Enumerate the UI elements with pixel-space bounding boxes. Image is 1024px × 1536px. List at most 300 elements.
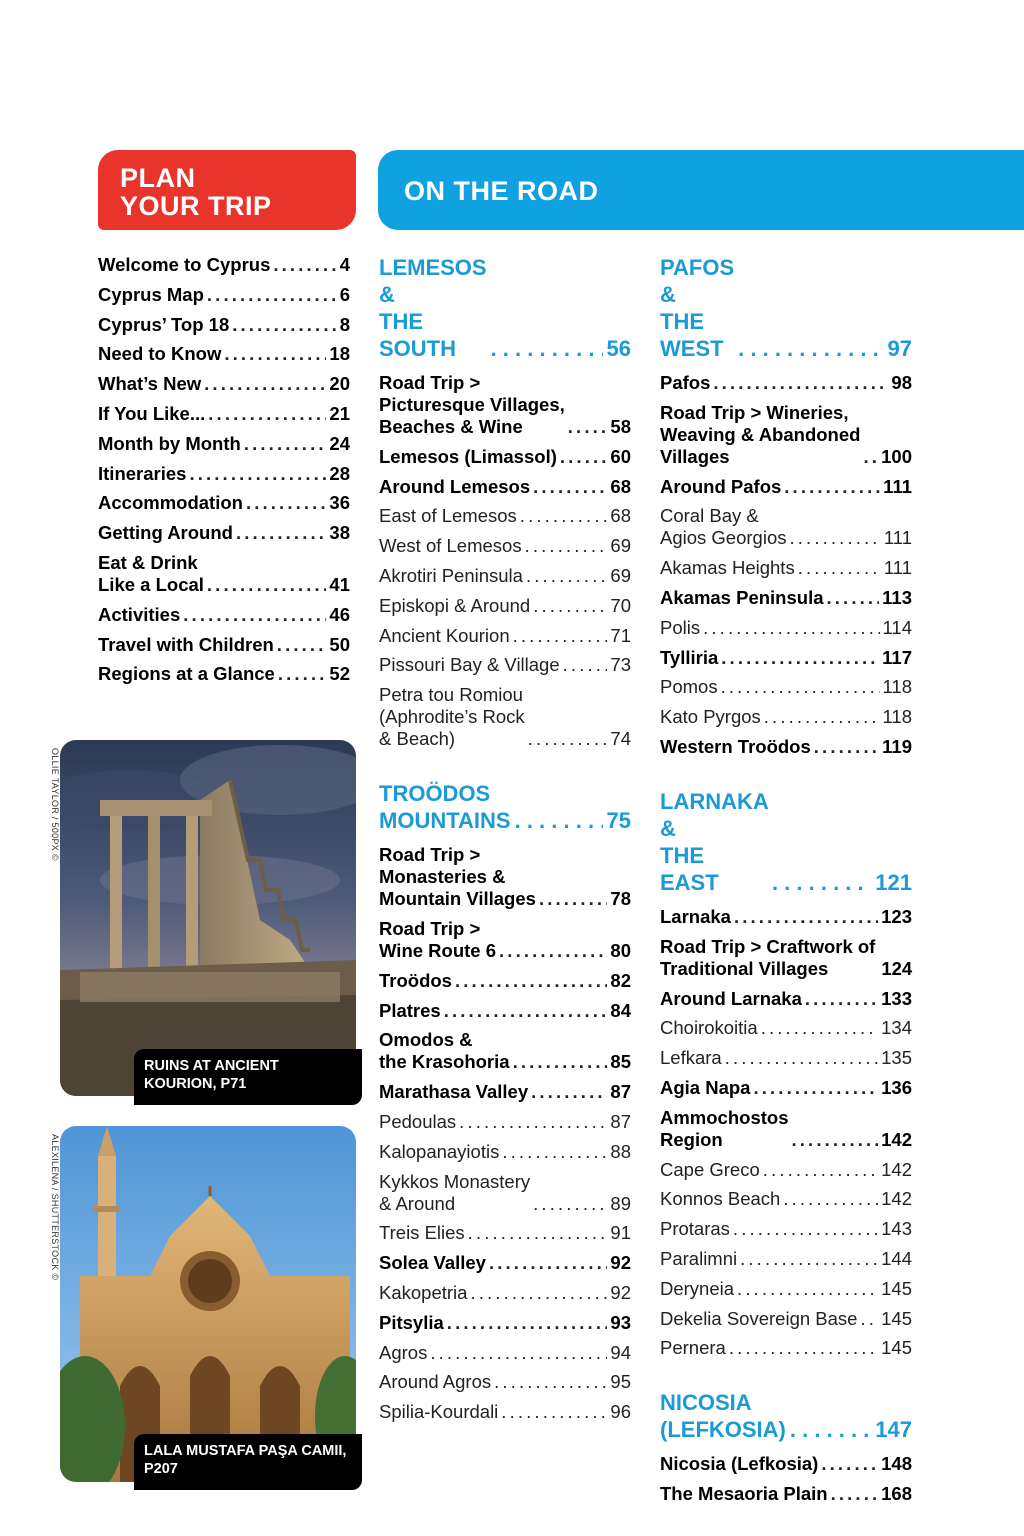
toc-entry-page: 96 xyxy=(610,1401,631,1423)
toc-entry-title: Around Larnaka xyxy=(660,987,802,1009)
toc-entry-title: Road Trip > Wineries, Weaving & Abandoned Villages xyxy=(660,401,861,467)
toc-entry-page: 74 xyxy=(610,728,631,750)
toc-entry-page: 73 xyxy=(610,654,631,676)
toc-entry[interactable] xyxy=(379,1222,631,1244)
toc-entry-page: 145 xyxy=(881,1277,912,1299)
toc-leader-dots xyxy=(713,372,888,394)
toc-leader-dots xyxy=(831,1483,879,1505)
toc-leader-dots xyxy=(753,1077,878,1099)
road-column-right xyxy=(660,254,912,1535)
toc-entry-page: 87 xyxy=(610,1110,631,1132)
toc-entry-page: 71 xyxy=(610,624,631,646)
toc-leader-dots xyxy=(703,617,879,639)
toc-entry[interactable] xyxy=(379,1081,631,1103)
toc-entry-title: West of Lemesos xyxy=(379,535,522,557)
toc-leader-dots xyxy=(224,343,326,365)
toc-entry[interactable] xyxy=(379,1401,631,1423)
region-heading[interactable] xyxy=(660,788,912,896)
toc-entry[interactable] xyxy=(379,1252,631,1274)
region-heading[interactable] xyxy=(379,780,631,834)
toc-entry-page: 85 xyxy=(610,1051,631,1073)
toc-entry-title: Protaras xyxy=(660,1218,730,1240)
toc-entry-page: 134 xyxy=(881,1017,912,1039)
toc-entry[interactable] xyxy=(660,676,912,698)
region-heading[interactable] xyxy=(379,254,631,362)
toc-entry-page: 84 xyxy=(610,999,631,1021)
toc-leader-dots xyxy=(207,284,337,306)
toc-entry[interactable] xyxy=(98,433,350,455)
toc-entry-title: Activities xyxy=(98,603,181,625)
toc-entry-page: 92 xyxy=(610,1281,631,1303)
photo-credit-1: OLLIE TAYLOR / 500PX © xyxy=(50,748,60,861)
toc-leader-dots xyxy=(733,1218,878,1240)
region-heading-title: LARNAKA & THE EAST xyxy=(660,788,768,895)
region-heading-page: 147 xyxy=(875,1417,912,1443)
toc-leader-dots xyxy=(232,314,336,336)
region-leader-dots xyxy=(738,335,883,362)
toc-leader-dots xyxy=(761,1017,878,1039)
plan-header-line2: YOUR TRIP xyxy=(120,191,272,221)
toc-leader-dots xyxy=(204,373,326,395)
toc-entry-page: 70 xyxy=(610,594,631,616)
toc-entry-page: 20 xyxy=(329,373,350,395)
toc-entry[interactable] xyxy=(379,1141,631,1163)
toc-entry[interactable] xyxy=(660,505,912,549)
toc-entry-title: Konnos Beach xyxy=(660,1188,781,1210)
toc-entry-title: Around Pafos xyxy=(660,475,782,497)
toc-entry[interactable] xyxy=(660,736,912,758)
toc-entry[interactable] xyxy=(379,654,631,676)
toc-entry-title: Tylliria xyxy=(660,646,719,668)
toc-entry-page: 135 xyxy=(881,1047,912,1069)
toc-entry[interactable] xyxy=(379,565,631,587)
toc-entry-title: Pomos xyxy=(660,676,718,698)
toc-entry-title: Platres xyxy=(379,999,441,1021)
road-header-label: ON THE ROAD xyxy=(404,176,599,206)
toc-entry[interactable] xyxy=(660,1047,912,1069)
toc-entry[interactable] xyxy=(379,684,631,750)
toc-entry[interactable] xyxy=(379,372,631,438)
toc-entry[interactable] xyxy=(98,284,350,306)
toc-entry-title: Polis xyxy=(660,616,701,638)
toc-leader-dots xyxy=(763,1159,878,1181)
toc-leader-dots xyxy=(447,1312,608,1334)
on-the-road-header xyxy=(378,150,1024,230)
toc-entry-page: 144 xyxy=(881,1247,912,1269)
toc-entry-page: 143 xyxy=(881,1218,912,1240)
toc-leader-dots xyxy=(208,403,326,425)
toc-entry-title: Pernera xyxy=(660,1337,726,1359)
toc-entry[interactable] xyxy=(660,1107,912,1151)
region-heading-title: LEMESOS & THE SOUTH xyxy=(379,255,487,361)
toc-entry-title: Western Troödos xyxy=(660,735,811,757)
toc-leader-dots xyxy=(789,527,880,549)
toc-leader-dots xyxy=(277,634,327,656)
toc-entry-title: Paralimni xyxy=(660,1247,738,1269)
toc-entry-title: Accommodation xyxy=(98,492,243,514)
toc-entry-title: East of Lemesos xyxy=(379,505,517,527)
toc-entry-page: 119 xyxy=(882,735,912,757)
toc-leader-dots xyxy=(725,1047,878,1069)
toc-entry[interactable] xyxy=(98,634,350,656)
toc-entry[interactable] xyxy=(98,314,350,336)
section-troodos xyxy=(379,780,631,1423)
toc-entry-page: 123 xyxy=(881,905,912,927)
toc-entry-page: 69 xyxy=(610,564,631,586)
toc-entry-page: 87 xyxy=(610,1081,631,1103)
toc-entry-page: 94 xyxy=(610,1341,631,1363)
toc-entry[interactable] xyxy=(660,372,912,394)
region-heading[interactable] xyxy=(660,254,912,362)
toc-entry[interactable] xyxy=(98,343,350,365)
toc-entry-title: Need to Know xyxy=(98,343,222,365)
toc-entry-title: Agros xyxy=(379,1341,428,1363)
toc-entry-page: 68 xyxy=(610,475,631,497)
mosque-cathedral-image xyxy=(60,1126,356,1482)
toc-leader-dots xyxy=(721,676,880,698)
toc-entry-page: 118 xyxy=(882,676,912,698)
toc-entry-page: 69 xyxy=(610,535,631,557)
toc-entry[interactable] xyxy=(660,1337,912,1359)
toc-entry-page: 8 xyxy=(339,313,350,335)
section-lemesos xyxy=(379,254,631,750)
toc-leader-dots xyxy=(513,625,608,647)
toc-entry-title: Cyprus Map xyxy=(98,283,204,305)
toc-entry[interactable] xyxy=(379,595,631,617)
toc-entry-page: 133 xyxy=(881,987,912,1009)
toc-entry-title: Agia Napa xyxy=(660,1076,751,1098)
toc-entry-title: The Mesaoria Plain xyxy=(660,1483,828,1505)
road-column-left xyxy=(379,254,631,1453)
toc-entry-page: 52 xyxy=(329,663,350,685)
toc-leader-dots xyxy=(526,565,607,587)
toc-entry[interactable] xyxy=(660,1308,912,1330)
toc-entry-page: 100 xyxy=(881,445,912,467)
toc-entry-page: 28 xyxy=(329,462,350,484)
toc-leader-dots xyxy=(814,736,879,758)
toc-entry[interactable] xyxy=(379,446,631,468)
toc-entry[interactable] xyxy=(660,402,912,468)
toc-entry-page: 41 xyxy=(329,573,350,595)
toc-entry-page: 24 xyxy=(329,432,350,454)
region-heading-page: 56 xyxy=(606,336,631,361)
region-heading-title: PAFOS & THE WEST xyxy=(660,255,735,361)
toc-leader-dots xyxy=(827,587,880,609)
toc-leader-dots xyxy=(459,1111,607,1133)
toc-entry-title: Akrotiri Peninsula xyxy=(379,564,523,586)
toc-leader-dots xyxy=(502,1141,607,1163)
toc-entry-page: 118 xyxy=(882,706,912,728)
toc-entry-title: Choirokoitia xyxy=(660,1017,758,1039)
toc-leader-dots xyxy=(533,476,607,498)
toc-leader-dots xyxy=(740,1248,878,1270)
toc-entry-title: Cape Greco xyxy=(660,1158,760,1180)
toc-leader-dots xyxy=(863,446,878,468)
photo-credit-2: ALEXILENA / SHUTTERSTOCK © xyxy=(50,1134,60,1281)
toc-leader-dots xyxy=(798,557,881,579)
toc-entry-title: Nicosia (Lefkosia) xyxy=(660,1453,819,1475)
toc-entry-page: 124 xyxy=(881,957,913,979)
toc-entry-title: Lemesos (Limassol) xyxy=(379,445,557,467)
toc-entry-title: Eat & Drink Like a Local xyxy=(98,551,204,595)
toc-entry-title: Pitsylia xyxy=(379,1311,444,1333)
toc-entry[interactable] xyxy=(660,906,912,928)
toc-leader-dots xyxy=(563,654,608,676)
toc-leader-dots xyxy=(531,1081,607,1103)
toc-entry-title: Getting Around xyxy=(98,522,233,544)
toc-entry[interactable] xyxy=(379,625,631,647)
toc-leader-dots xyxy=(273,254,336,276)
toc-entry-title: Welcome to Cyprus xyxy=(98,254,271,275)
section-nicosia xyxy=(660,1389,912,1505)
toc-leader-dots xyxy=(792,1129,879,1151)
toc-entry-page: 168 xyxy=(881,1483,912,1505)
toc-entry-title: Road Trip > Monasteries & Mountain Villages xyxy=(379,844,536,910)
toc-entry-title: Ancient Kourion xyxy=(379,624,510,646)
toc-entry[interactable] xyxy=(660,1453,912,1475)
toc-entry-page: 114 xyxy=(882,616,912,638)
toc-entry[interactable] xyxy=(660,1278,912,1300)
toc-entry-title: Itineraries xyxy=(98,462,187,484)
toc-entry-title: Deryneia xyxy=(660,1277,735,1299)
toc-entry-title: Kakopetria xyxy=(379,1281,468,1303)
toc-leader-dots xyxy=(189,463,326,485)
toc-entry[interactable] xyxy=(98,663,350,685)
toc-entry[interactable] xyxy=(98,604,350,626)
toc-leader-dots xyxy=(734,906,878,928)
toc-leader-dots xyxy=(539,888,607,910)
toc-entry[interactable] xyxy=(660,1248,912,1270)
region-heading-page: 75 xyxy=(606,808,631,834)
toc-entry[interactable] xyxy=(660,647,912,669)
kourion-ruins-image xyxy=(60,740,356,1096)
toc-entry-title: Akamas Heights xyxy=(660,557,795,579)
toc-entry-title: Treis Elies xyxy=(379,1222,465,1244)
toc-leader-dots xyxy=(468,1222,608,1244)
toc-entry-page: 68 xyxy=(610,505,631,527)
toc-entry[interactable] xyxy=(660,1218,912,1240)
toc-entry-title: Larnaka xyxy=(660,905,731,927)
region-leader-dots xyxy=(790,1416,871,1443)
toc-leader-dots xyxy=(568,416,608,438)
toc-entry-title: Marathasa Valley xyxy=(379,1081,529,1103)
toc-entry-page: 136 xyxy=(881,1076,912,1098)
toc-leader-dots xyxy=(246,492,326,514)
toc-entry-title: Petra tou Romiou (Aphrodite’s Rock & Beach) xyxy=(379,684,525,750)
toc-leader-dots xyxy=(860,1308,878,1330)
toc-entry-page: 142 xyxy=(881,1188,912,1210)
toc-entry-page: 18 xyxy=(329,343,350,365)
toc-entry[interactable] xyxy=(379,1171,631,1215)
toc-entry[interactable] xyxy=(98,492,350,514)
photo-caption-2: LALA MUSTAFA PAŞA CAMII, P207 xyxy=(134,1434,362,1490)
toc-entry-title: Kato Pyrgos xyxy=(660,706,761,728)
toc-entry[interactable] xyxy=(379,1000,631,1022)
toc-leader-dots xyxy=(525,535,608,557)
toc-leader-dots xyxy=(729,1337,878,1359)
region-leader-dots xyxy=(772,869,871,896)
toc-leader-dots xyxy=(528,728,608,750)
toc-entry[interactable] xyxy=(379,918,631,962)
toc-entry-page: 142 xyxy=(881,1158,912,1180)
toc-entry-title: Kalopanayiotis xyxy=(379,1140,500,1162)
toc-entry[interactable] xyxy=(660,1188,912,1210)
kourion-ruins-photo xyxy=(60,740,356,1096)
toc-entry-title: Coral Bay & Agios Georgios xyxy=(660,505,787,549)
toc-entry-page: 50 xyxy=(329,633,350,655)
toc-entry-title: Road Trip > Wine Route 6 xyxy=(379,917,497,961)
toc-leader-dots xyxy=(470,1282,607,1304)
toc-entry[interactable] xyxy=(379,1371,631,1393)
toc-entry-page: 58 xyxy=(610,416,631,437)
toc-entry[interactable] xyxy=(660,476,912,498)
toc-entry-title: Pafos xyxy=(660,372,711,393)
toc-entry[interactable] xyxy=(379,1312,631,1334)
toc-entry-page: 91 xyxy=(610,1222,631,1244)
toc-leader-dots xyxy=(784,476,880,498)
toc-entry-title: Spilia-Kourdali xyxy=(379,1401,499,1423)
toc-entry-page: 21 xyxy=(329,402,350,424)
toc-entry[interactable] xyxy=(660,1017,912,1039)
toc-leader-dots xyxy=(805,988,878,1010)
toc-leader-dots xyxy=(520,505,608,527)
plan-header-line1: PLAN xyxy=(120,163,196,193)
region-heading-page: 121 xyxy=(875,869,912,895)
toc-entry-title: Troödos xyxy=(379,969,452,991)
toc-entry[interactable] xyxy=(660,557,912,579)
toc-leader-dots xyxy=(737,1278,878,1300)
toc-entry[interactable] xyxy=(98,403,350,425)
toc-entry-title: Cyprus’ Top 18 xyxy=(98,313,230,335)
toc-entry-title: Lefkara xyxy=(660,1047,722,1069)
toc-entry-page: 80 xyxy=(610,939,631,961)
toc-entry-title: If You Like... xyxy=(98,402,206,424)
toc-entry[interactable] xyxy=(660,587,912,609)
toc-entry[interactable] xyxy=(660,988,912,1010)
toc-entry-page: 93 xyxy=(610,1311,631,1333)
toc-entry-page: 92 xyxy=(610,1252,631,1274)
toc-leader-dots xyxy=(721,647,879,669)
toc-entry-page: 38 xyxy=(329,522,350,544)
photo-caption-1: RUINS AT ANCIENT KOURION, P71 xyxy=(134,1049,362,1105)
toc-entry-page: 36 xyxy=(329,492,350,514)
toc-entry[interactable] xyxy=(660,1159,912,1181)
toc-entry[interactable] xyxy=(660,706,912,728)
toc-entry-title: Around Lemesos xyxy=(379,475,531,497)
toc-entry[interactable] xyxy=(379,1029,631,1073)
toc-entry[interactable] xyxy=(98,552,350,596)
toc-entry-page: 60 xyxy=(610,445,631,467)
section-pafos xyxy=(660,254,912,758)
toc-entry-page: 78 xyxy=(610,888,631,910)
toc-entry[interactable] xyxy=(379,505,631,527)
section-larnaka xyxy=(660,788,912,1359)
toc-entry-page: 142 xyxy=(881,1128,912,1150)
toc-leader-dots xyxy=(207,574,327,596)
toc-leader-dots xyxy=(821,1453,878,1475)
toc-leader-dots xyxy=(494,1371,607,1393)
toc-entry[interactable] xyxy=(660,1483,912,1505)
toc-entry-title: Travel with Children xyxy=(98,633,274,655)
plan-your-trip-header xyxy=(98,150,356,230)
toc-entry[interactable] xyxy=(98,373,350,395)
toc-entry[interactable] xyxy=(379,476,631,498)
toc-entry-page: 6 xyxy=(339,283,350,305)
toc-entry[interactable] xyxy=(379,1111,631,1133)
toc-leader-dots xyxy=(560,446,608,468)
toc-entry-title: Road Trip > Picturesque Villages, Beaches & Wine xyxy=(379,372,565,437)
toc-entry[interactable] xyxy=(379,535,631,557)
toc-entry-title: Around Agros xyxy=(379,1371,492,1393)
toc-entry[interactable] xyxy=(98,463,350,485)
toc-leader-dots xyxy=(501,1401,607,1423)
toc-leader-dots xyxy=(533,595,607,617)
toc-entry-title: Regions at a Glance xyxy=(98,663,275,685)
toc-entry-page: 113 xyxy=(882,586,912,608)
toc-leader-dots xyxy=(444,1000,608,1022)
toc-entry[interactable] xyxy=(379,844,631,910)
toc-entry-title: Ammochostos Region xyxy=(660,1106,789,1150)
region-leader-dots xyxy=(491,335,603,362)
toc-entry[interactable] xyxy=(98,254,350,276)
toc-leader-dots xyxy=(183,604,326,626)
toc-entry[interactable] xyxy=(660,936,912,980)
toc-entry-page: 46 xyxy=(329,603,350,625)
toc-entry-title: Kykkos Monastery & Around xyxy=(379,1170,531,1214)
toc-leader-dots xyxy=(513,1051,608,1073)
toc-leader-dots xyxy=(764,706,880,728)
toc-entry-page: 4 xyxy=(339,254,350,275)
toc-entry-title: Road Trip > Craftwork of Traditional Villages xyxy=(660,935,876,979)
toc-entry-title: Pissouri Bay & Village xyxy=(379,654,560,676)
toc-entry[interactable] xyxy=(379,970,631,992)
toc-entry-title: Omodos & the Krasohoria xyxy=(379,1029,510,1073)
toc-entry-page: 89 xyxy=(610,1192,631,1214)
toc-entry[interactable] xyxy=(660,617,912,639)
toc-entry-title: Dekelia Sovereign Base xyxy=(660,1307,858,1329)
region-heading-title: TROÖDOS MOUNTAINS xyxy=(379,781,511,834)
toc-leader-dots xyxy=(455,970,607,992)
toc-leader-dots xyxy=(533,1193,607,1215)
region-heading[interactable] xyxy=(660,1389,912,1443)
toc-entry-page: 111 xyxy=(883,527,912,549)
toc-entry-title: Month by Month xyxy=(98,432,241,454)
toc-entry-title: Episkopi & Around xyxy=(379,594,531,616)
toc-entry-page: 145 xyxy=(881,1337,912,1359)
toc-entry-page: 95 xyxy=(610,1371,631,1393)
toc-entry-page: 117 xyxy=(882,646,912,668)
toc-entry[interactable] xyxy=(98,522,350,544)
toc-entry-title: Solea Valley xyxy=(379,1252,486,1274)
region-heading-title: NICOSIA (LEFKOSIA) xyxy=(660,1390,786,1443)
toc-leader-dots xyxy=(278,663,327,685)
toc-entry-page: 111 xyxy=(883,557,912,579)
toc-entry[interactable] xyxy=(379,1282,631,1304)
plan-trip-list xyxy=(98,254,350,693)
toc-entry-page: 82 xyxy=(610,969,631,991)
region-heading-page: 97 xyxy=(887,336,912,361)
toc-leader-dots xyxy=(783,1188,878,1210)
toc-entry[interactable] xyxy=(379,1342,631,1364)
toc-leader-dots xyxy=(244,433,327,455)
region-leader-dots xyxy=(515,807,603,834)
toc-leader-dots xyxy=(489,1252,607,1274)
toc-entry[interactable] xyxy=(660,1077,912,1099)
toc-leader-dots xyxy=(499,940,607,962)
toc-entry-page: 148 xyxy=(881,1453,912,1475)
toc-entry-page: 98 xyxy=(891,372,912,393)
toc-leader-dots xyxy=(430,1342,607,1364)
